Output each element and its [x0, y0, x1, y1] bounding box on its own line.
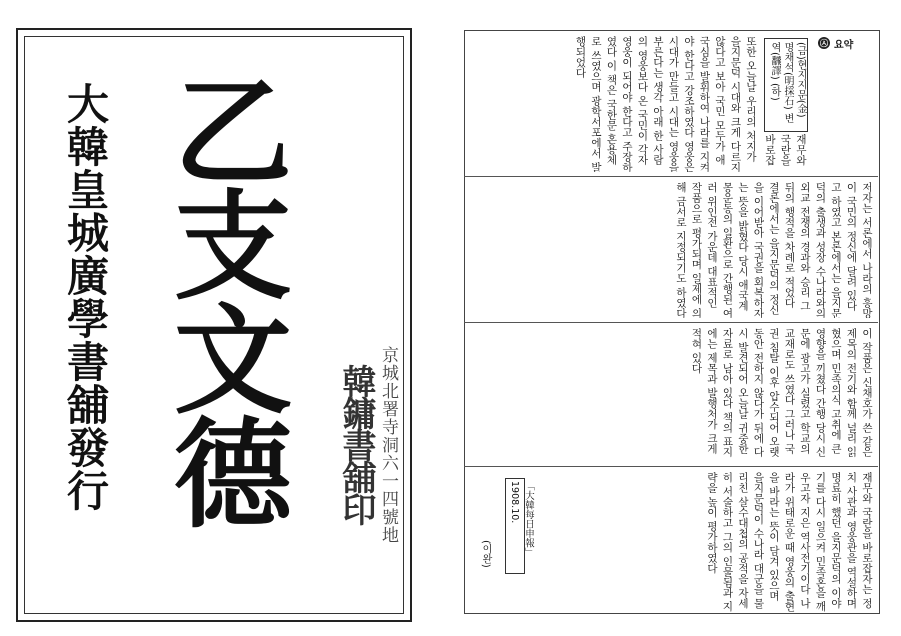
series-tag: [818, 34, 878, 52]
section-divider: [464, 322, 878, 323]
article-title: [768, 42, 807, 128]
article-title-box: [764, 38, 808, 132]
source-citation: 「大韓每日申報」 1908.10.: [509, 481, 534, 557]
series-circle-icon: ㉦: [820, 38, 828, 48]
article-title-line: 명채석(明採石) 변역(飜譯) (하): [769, 42, 793, 123]
article-text-block: 재무와 국란을 바로잡자는 정치 사관과 영웅관을 역설하며 명료히 했던 을지문덕의 이야기를 다시 일으켜 민족혼을 깨우고자 지은 역사전기이다 나라가 위태로운 때 영웅의 출현을 바라는 뜻이 담겨 있으며 을지문덕이 수나라 대군을 물리친 살수대첩의 공적을 자세히 서술하고 그의 인물됨과 지략을 높이 평가하였다: [706, 472, 873, 612]
series-tag-text: 요약: [834, 39, 854, 51]
article-text-block: 재무와 국란을 바로잡: [764, 134, 807, 166]
article-title-line: (금)현지지문(金): [795, 42, 806, 118]
book-cover-page: [16, 28, 412, 622]
seal-name: 韓鏞書舖印: [336, 364, 376, 524]
section-divider: [464, 466, 878, 467]
source-box: [505, 478, 534, 574]
seal-address: 京城北署寺洞六一四號地: [378, 346, 398, 544]
article-text-block: 또한 오늘날 우리의 처지가 을지문덕 시대와 크게 다르지 않다고 보아 국민 모두가 애국심을 발휘하여 나라를 지켜야 한다고 강조하였다 영웅은 시대가 만들고 시대는 영웅을 부른다는 생각 아래 한 사람의 영웅보다 온 국민이 각자 영웅이 되어야 한다고 주장하였다 이 책은 국한문 혼용체로 쓰였으며 광학서포에서 발행되었다: [574, 36, 757, 172]
article-text-block: 저자는 서론에서 나라의 흥망이 국민의 정신에 달려 있다고 하였고 본론에서는 을지문덕의 출생과 성장 수나라와의 외교 전쟁의 경과와 승리 그 뒤의 행적을 차례로 적었다 결론에서는 을지문덕의 정신을 이어받아 국권을 회복하자는 뜻을 밝혔다 당시 애국계몽운동의 일환으로 간행된 여러 위인전 가운데 대표적인 작품으로 평가되며 일제에 의해 금서로 지정되기도 하였다: [675, 182, 873, 318]
book-title: 乙支文德: [154, 70, 293, 526]
publisher-line: 大韓皇城廣學書舖發行: [61, 82, 110, 512]
article-text-block: 이 작품은 신채호가 쓴 같은 제목의 전기와 함께 널리 읽혔으며 민족의식 고취에 큰 영향을 끼쳤다 간행 당시 신문에 광고가 실렸고 학교의 교재로도 쓰였다 그러나 국권 침탈 이후 압수되어 오랫동안 전하지 않다가 뒤에 다시 발견되어 오늘날 귀중한 자료로 남아 있다 책의 표지에는 제목과 발행처가 크게 적혀 있다: [690, 328, 873, 457]
end-mark: (이완): [480, 540, 491, 568]
publisher-seal: [320, 346, 400, 606]
section-divider: [464, 176, 878, 177]
